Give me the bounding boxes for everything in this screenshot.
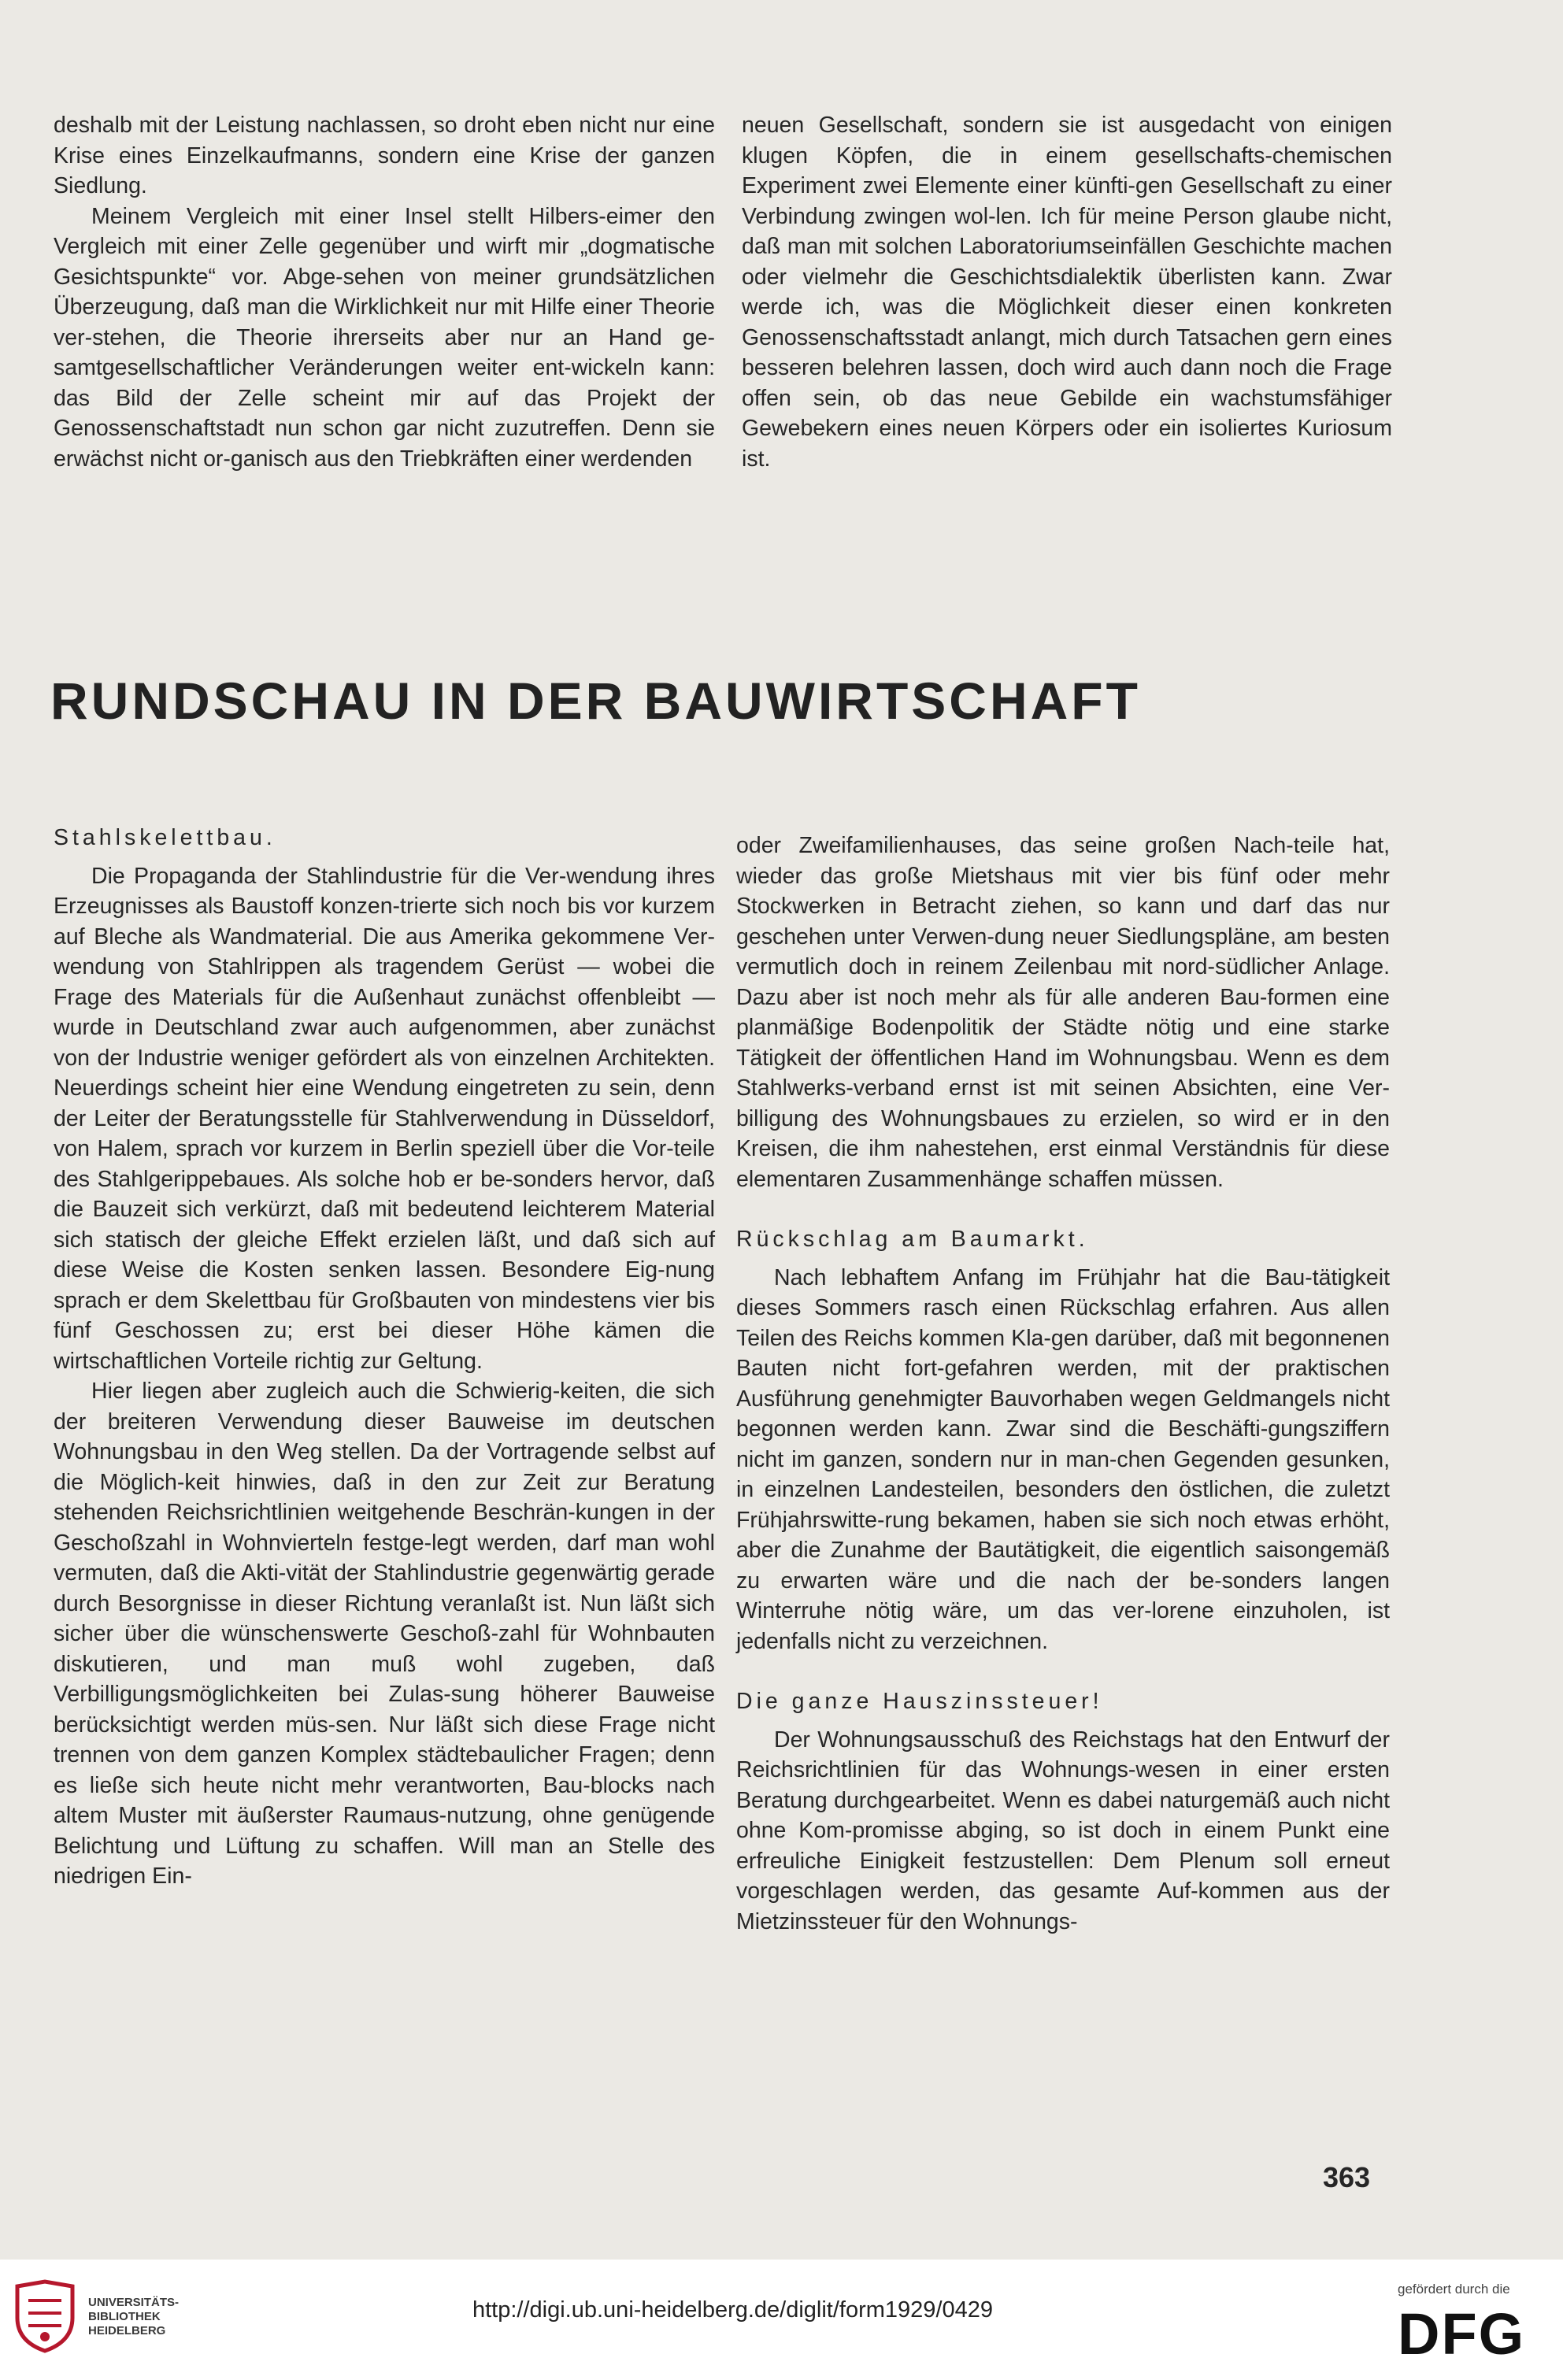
- paragraph: Hier liegen aber zugleich auch die Schwierig-keiten, die sich der breiteren Verwendung dieser Bauweise im deutschen Wohnungsbau in den Weg stellen. Da der Vortragende selbst auf die Möglich-keit hinwies, daß in den zur Zeit zur Beratung stehenden Reichsrichtlinien weitgehende Beschrän-kungen in der Geschoßzahl in Wohnvierteln festge-legt werden, darf man wohl vermuten, daß die Akti-vität der Stahlindustrie gegenwärtig gerade durch Besorgnisse in dieser Richtung veranlaßt ist. Nun läßt sich sicher über die wünschenswerte Geschoß-zahl für Wohnbauten diskutieren, und man muß wohl zugeben, daß Verbilligungsmöglichkeiten bei Zulas-sung höherer Bauweise berücksichtigt werden müs-sen. Nur läßt sich diese Frage nicht trennen von dem ganzen Komplex städtebaulicher Fragen; denn es ließe sich heute nicht mehr verantworten, Bau-blocks nach altem Muster mit äußerster Raumaus-nutzung, ohne genügende Belichtung und Lüftung zu schaffen. Will man an Stelle des niedrigen Ein-: [54, 1379, 715, 1889]
- page-number: 363: [1323, 2161, 1371, 2193]
- bottom-left-column: [54, 823, 715, 1892]
- library-seal-icon: [9, 2278, 80, 2354]
- subsection-title: Rückschlag am Baumarkt.: [736, 1227, 1089, 1252]
- paragraph: neuen Gesellschaft, sondern sie ist ausgedacht von einigen klugen Köpfen, die in einem gesellschafts-chemischen Experiment zwei Elemente einer künfti-gen Gesellschaft zu einer Verbindung zwingen wol-len. Ich für meine Person glaube nicht, daß man mit solchen Laboratoriumseinfällen Geschichte machen oder vielmehr die Geschichtsdialektik überlisten kann. Zwar werde ich, was die Möglichkeit dieser einen konkreten Genossenschaftsstadt anlangt, mich durch Tatsachen gern eines besseren belehren lassen, doch wird auch dann noch die Frage offen sein, ob das neue Gebilde ein wachstumsfähiger Gewebekern eines neuen Körpers oder ein isoliertes Kuriosum ist.: [742, 113, 1392, 472]
- paragraph: Die Propaganda der Stahlindustrie für die Ver-wendung ihres Erzeugnisses als Baustoff konzen-trierte sich noch bis vor kurzem auf Bleche als Wandmaterial. Die aus Amerika gekommene Ver-wendung von Stahlrippen als tragendem Gerüst — wobei die Frage des Materials für die Außenhaut zunächst offenbleibt — wurde in Deutschland zwar auch aufgenommen, aber zunächst von der Industrie weniger gefördert als von einzelnen Architekten. Neuerdings scheint hier eine Wendung eingetreten zu sein, denn der Leiter der Beratungsstelle für Stahlverwendung in Düsseldorf, von Halem, sprach vor kurzem in Berlin speziell über die Vor-teile des Stahlgerippebaues. Als solche hob er be-sonders hervor, daß die Bauzeit sich verkürzt, daß mit bedeutend leichterem Material sich statisch der gleiche Effekt erzielen läßt, und daß sich auf diese Weise die Kosten senken lassen. Besondere Eig-nung sprach er dem Skelettbau für Großbauten von mindestens vier bis fünf Geschossen zu; erst bei dieser Höhe kämen die wirtschaftlichen Vorteile richtig zur Geltung.: [54, 863, 715, 1374]
- paragraph: Meinem Vergleich mit einer Insel stellt Hilbers-eimer den Vergleich mit einer Zelle gegenüber und wirft mir „dogmatische Gesichtspunkte“ vor. Abge-sehen von meiner grundsätzlichen Überzeugung, daß man die Wirklichkeit nur mit Hilfe einer Theorie ver-stehen, die Theorie ihrerseits aber nur an Hand ge-samtgesellschaftlicher Veränderungen weiter ent-wickeln kann: das Bild der Zelle scheint mir auf das Projekt der Genossenschaftstadt nun schon gar nicht zuzutreffen. Denn sie erwächst nicht or-ganisch aus den Triebkräften einer werdenden: [54, 203, 715, 472]
- dfg-logo[interactable]: DFG: [1398, 2301, 1526, 2367]
- paragraph: Nach lebhaftem Anfang im Frühjahr hat die Bau-tätigkeit dieses Sommers rasch einen Rückschlag erfahren. Aus allen Teilen des Reichs kommen Kla-gen darüber, daß mit begonnenen Bauten nicht fort-gefahren werden, mit der praktischen Ausführung genehmigter Bauvorhaben wegen Geldmangels nicht begonnen werden kann. Zwar sind die Beschäfti-gungsziffern nicht im ganzen, sondern nur in man-chen Gegenden gesunken, in einzelnen Landesteilen, besonders den östlichen, die zuletzt Frühjahrswitte-rung bekamen, haben sie sich noch etwas erhöht, aber die Zunahme der Bautätigkeit, die eigentlich saisongemäß zu erwarten wäre und die nach der be-sonders langen Winterruhe nötig wäre, um das ver-lorene einzuholen, ist jedenfalls nicht zu verzeichnen.: [736, 1264, 1390, 1654]
- bottom-right-column: [736, 831, 1390, 1937]
- subsection-title: Die ganze Hauszinssteuer!: [736, 1689, 1103, 1714]
- library-logo[interactable]: [9, 2274, 222, 2360]
- footer-bar: [0, 2260, 1563, 2380]
- library-name-line1: UNIVERSITÄTS-: [88, 2296, 180, 2309]
- section-heading: RUNDSCHAU IN DER BAUWIRTSCHAFT: [50, 672, 1141, 730]
- paragraph: deshalb mit der Leistung nachlassen, so droht eben nicht nur eine Krise eines Einzelkaufmanns, sondern eine Krise der ganzen Siedlung.: [54, 113, 715, 198]
- top-right-column: [742, 110, 1392, 474]
- paragraph: Der Wohnungsausschuß des Reichstags hat den Entwurf der Reichsrichtlinien für das Wohnungs-wesen in einer ersten Beratung durchgearbeitet. Wenn es dabei naturgemäß auch nicht ohne Kom-promisse abging, so ist doch in einem Punkt eine erfreuliche Einigkeit festzustellen: Dem Plenum soll erneut vorgeschlagen werden, das gesamte Auf-kommen aus der Mietzinssteuer für den Wohnungs-: [736, 1727, 1390, 1934]
- paragraph: oder Zweifamilienhauses, das seine großen Nach-teile hat, wieder das große Mietshaus mit vier bis fünf oder mehr Stockwerken in Betracht ziehen, so kann und darf das nur geschehen unter Verwen-dung neuer Siedlungspläne, am besten vermutlich doch in reinem Zeilenbau mit nord-südlicher Anlage. Dazu aber ist noch mehr als für alle anderen Bau-formen eine planmäßige Bodenpolitik der Städte nötig und eine starke Tätigkeit der öffentlichen Hand im Wohnungsbau. Wenn es dem Stahlwerks-verband ernst ist mit seinen Absichten, eine Ver-billigung des Wohnungsbaues zu erzielen, so wird er in den Kreisen, die ihm nahestehen, erst einmal Verständnis für diese elementaren Zusammenhänge schaffen müssen.: [736, 833, 1390, 1192]
- library-name-line2: BIBLIOTHEK: [88, 2310, 161, 2323]
- funding-credit: gefördert durch die: [1398, 2282, 1510, 2297]
- subsection-title: Stahlskelettbau.: [54, 825, 276, 850]
- source-url-link[interactable]: http://digi.ub.uni-heidelberg.de/diglit/form1929/0429: [472, 2297, 994, 2323]
- library-name-line3: HEIDELBERG: [88, 2324, 166, 2337]
- top-left-column: [54, 110, 715, 474]
